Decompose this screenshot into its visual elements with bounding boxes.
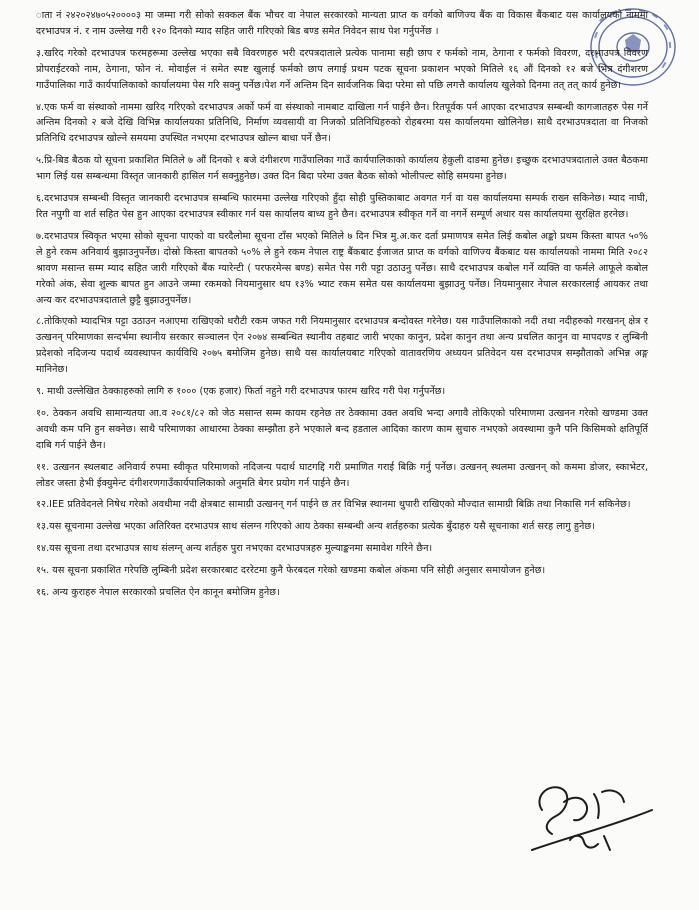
paragraph-14: १४.यस सूचना तथा दरभाउपत्र साथ संलग्न् अन्य शर्तहरु पुरा नभएका दरभाउपत्रहरु मुल्याङ्कनमा समावेश गरिने छैन। — [36, 543, 433, 555]
paragraph-15: १५. यस सूचना प्रकाशित गरेपछि लुम्बिनी प्रदेश सरकारबाट दररेटमा कुनै फेरबदल गरेको खण्डमा कबोल अंकमा पनि सोही अनुसार समायोजन हुनेछ। — [36, 565, 546, 577]
paragraph-10: १०. ठेक्कन अवधि सामान्यतया आ.व २०८१/८२ को जेठ मसान्त सम्म कायम रहनेछ तर ठेक्कामा उक्त अवधि भन्दा अगावै तोकिएको परिमाणमा उत्खनन गरेको खण्डमा उक्त अवधी कम पनि हुन सक्नेछ। साथै परिमाणका आधारमा ठेक्का सम्झौता हने भएकाले बन्द हडताल आदिका कारण काम सुचारु नभएको अवस्थामा कुनै पनि किसिमको क्षतिपूर्ति दाबि गर्न पाईने छैन। — [36, 407, 648, 451]
paragraph-12: १२.IEE प्रतिवेदनले निषेध गरेको अवधीमा नदी क्षेत्रबाट सामाग्री उत्खनन् गर्न पाईने छ तर विभिन्न स्थानमा थुपारी राखिएको मौज्दात सामाग्री बिक्रि तथा निकासि गर्न सकिनेछ। — [36, 499, 631, 511]
notice-body — [36, 8, 648, 607]
paragraph-16: १६. अन्य कुराहरु नेपाल सरकारको प्रचलित ऐन कानून बमोजिम हुनेछ। — [36, 587, 280, 599]
paragraph-4: ४.एक फर्म वा संस्थाको नाममा खरिद गरिएको दरभाउपत्र अर्को फर्म वा संस्थाको नामबाट दाखिला गर्न पाईने छैन। रितपूर्वक पर्न आएका दरभाउपत्र सम्बन्धी कागजातहरु पेस गर्ने अन्तिम दिनको २ बजे देखि विभिन्न कार्यालयका प्रतिनिधि, निर्माण व्यवसायी वा निजको प्रतिनिधिहरुको रोहबरमा यस कार्यालयमा खोलिनेछ। साथै दरभाउपत्रदाता वा निजको प्रतिनिधि दरभाउपत्र खोल्ने समयमा उपस्थित नभएमा दरभाउपत्र खोल्न बाधा पर्ने छैन। — [36, 101, 648, 145]
paragraph-6: ६.दरभाउपत्र सम्बन्धी विस्तृत जानकारी दरभाउपत्र सम्बन्धि फारममा उल्लेख गरिएको हुँदा सोही पुस्तिकाबाट अवगत गर्न वा यस कार्यालयमा सम्पर्क राख्न सकिनेछ। म्याद नाघी, रित नपुगी वा शर्त सहित पेस हुन आएका दरभाउपत्र स्वीकार गर्न यस कार्यालय बाध्य हुने छैन। दरभाउपत्र स्वीकृत गर्ने वा नगर्ने सम्पूर्ण अधार यस कार्यालयमा सुरक्षित हरनेछ। — [36, 193, 648, 220]
paragraph-13: १३.यस सूचनामा उल्लेख भएका अतिरिक्त दरभाउपत्र साथ संलग्न गरिएको आय ठेक्का सम्बन्धी अन्य शर्तहरुका प्रत्येक बुँदाहरु यसै सूचनाका शर्त सरह लागु हुनेछ। — [36, 521, 595, 533]
paragraph-5: ५.प्रि-बिड बैठक यो सूचना प्रकाशित मितिले ७ औं दिनको १ बजे दंगीशरण गाउँपालिका गाउँ कार्यपालिकाको कार्यालय हेकुली दाङमा हुनेछ। इच्छुक दरभाउपत्रदाताले उक्त बैठकमा भाग लिई यस सम्बन्धमा विस्तृत जानकारी हासिल गर्न सक्नुहुनेछ। उक्त दिन बिदा परेमा उक्त बैठक सोको भोलीपल्ट सोहि समयमा हुनेछ। — [36, 155, 648, 183]
paragraph-7: ७.दरभाउपत्र स्विकृत भएमा सोको सूचना पाएको वा घरदैलोमा सूचना टाँस भएको मितिले ७ दिन भित्र मु.अ.कर दर्ता प्रमाणपत्र समेत लिई कबोल अङ्को प्रथम किस्ता बापत ५०% ले हुने रकम अनिवार्य बुझाउनुपर्नेछ। दोस्रो किस्ता बापतको ५०% ले हुने रकम नेपाल राष्ट्र बैंकबाट ईजाजत प्राप्त क वर्गको वाणिज्य बैंकबाट यस कार्यालयको नाममा मिति २०८२ श्रावण मसान्त सम्म म्याद सहित जारी गरिएको बैंक ग्यारेन्टी ( परफरमेन्स बण्ड) समेत पेस गरी पट्टा उठाउनु पर्नेछ। साथै दरभाउपत्र कबोल गर्ने व्यक्ति वा फर्मले आफूले कबोल गरेको अंक, सेवा शुल्क बापत हुन आउने जम्मा रकमको नियमानुसार थप १३% भ्याट रकम समेत यस कार्यालयमा बुझाउनु पर्नेछ। नियमानुसार नेपाल सरकारलाई आयकर तथा अन्य कर दरभाउपत्रदाताले छुट्टै बुझाउनुपर्नेछ। — [36, 230, 648, 306]
paragraph-3: ३.खरिद गरेको दरभाउपत्र फरमहरूमा उल्लेख भएका सबै विवरणहरु भरी दरपत्रदाताले प्रत्येक पानामा सही छाप र फर्मको नाम, ठेगाना र फर्मको विवरण, दरभाउपत्र विवरण प्रोपराईटरको नाम, ठेगाना, फोन नं. मोवाईल नं समेत स्पष्ट खुलाई फर्मको छाप लगाई प्रथम पटक सूचना प्रकाशन भएको मितिले १६ औं दिनको १२ बजे भित्र दंगीशरण गाउँपालिका गाउँ कार्यपालिकाको कार्यालयमा पेस गरि सक्नु पर्नेछ।पेश गर्ने अन्तिम दिन सार्वजनिक बिदा परेमा सो पछि लगत्तै कार्यालय खुलेको दिनमा तत् तत् कार्य हुनेछ। — [36, 47, 648, 91]
handwritten-signature — [512, 770, 662, 865]
paragraph-intro: ाता नं २४२०२४७०५२००००३ मा जम्मा गरी सोको सक्कल बैंक भौचर वा नेपाल सरकारको मान्यता प्राप्त क वर्गको बाणिज्य बैंक वा विकास बैंकबाट यस कार्यालयको नाममा दरभाउपत्र नं. र नाम उल्लेख गरी १२० दिनको म्याद सहित जारी गरिएको बिड बण्ड समेत निवेदन साथ पेश गर्नुपर्नेछ । — [36, 10, 648, 37]
paragraph-11: ११. उत्खनन स्थलबाट अनिवार्य रुपमा स्वीकृत परिमाणको नदिजन्य पदार्थ घाटगद्दि गरी प्रमाणित गराई बिक्रि गर्नु पर्नेछ। उत्खनन् स्थलमा उत्खनन् को कममा डोजर, स्काभेटर, लोडर जस्ता हेभी ईक्युमेन्ट दंगीशरणगाउँकार्यपालिकाको अनुमति बेगर प्रयोग गर्न पाईने छैन। — [36, 461, 648, 489]
paragraph-9: ९. माथी उल्लेखित ठेक्काहरुको लागि रु १००० (एक हजार) फिर्ता नहुने गरी दरभाउपत्र फारम खरिद गरी पेश गर्नुपर्नेछ। — [36, 386, 446, 398]
paragraph-8: ८.तोकिएको म्यादभित्र पट्टा उठाउन नआएमा राखिएको धरौटी रकम जफत गरी नियमानुसार दरभाउपत्र बन्दोवस्त गरेनेछ। यस गाउँपालिकाको नदी तथा नदीहरुको गरखनन् क्षेत्र र उत्खनन् परिमाणका सन्दर्भमा स्थानीय सरकार सञ्चालन ऐन २०७४ सम्बन्धित स्थानीय तहबाट जारी भएका कानुन, प्रदेश कानुन तथा अन्य प्रचलित कानुन वा मापदण्ड र लुम्बिनी प्रदेशको नदिजन्य पदार्थ व्यवस्थापन कार्यविधि २०७५ बमोजिम हुनेछ। साथै यस कार्यालयबाट गरिएको वातावरणिय अध्ययन प्रतिवेदन यस दरभाउपत्र सम्झौताको अभिन्न अङ्ग मानिनेछ। — [36, 316, 648, 376]
